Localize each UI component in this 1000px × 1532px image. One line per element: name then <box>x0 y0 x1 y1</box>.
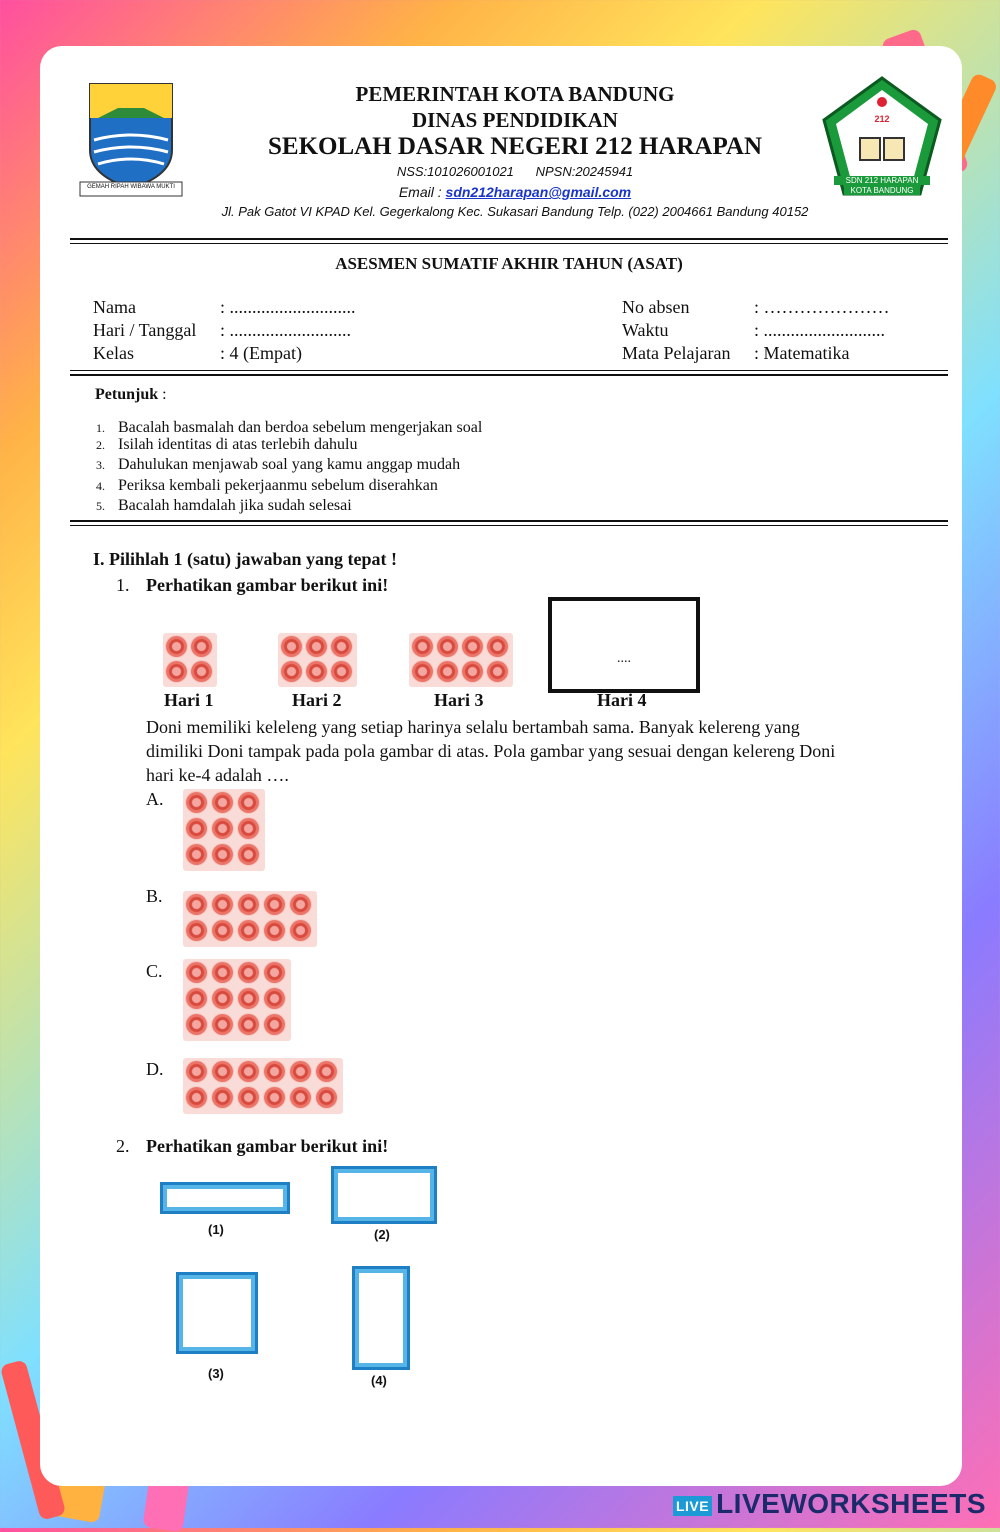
marble <box>331 661 352 682</box>
instruction-item: 2. Isilah identitas di atas terlebih dahulu <box>96 435 358 453</box>
marble <box>290 920 311 941</box>
day-label-1: Hari 1 <box>164 690 214 710</box>
marble <box>264 988 285 1009</box>
marble <box>462 636 483 657</box>
liveworksheets-watermark[interactable] <box>673 1488 986 1520</box>
school-logo-text2: KOTA BANDUNG <box>844 186 920 195</box>
marble <box>462 661 483 682</box>
day-label-4: Hari 4 <box>597 690 647 710</box>
divider-mid-1 <box>70 370 948 371</box>
school-logo <box>820 76 944 200</box>
section-heading: I. Pilihlah 1 (satu) jawaban yang tepat ! <box>93 549 398 569</box>
marble <box>212 988 233 1009</box>
instruction-item: 1. Bacalah basmalah dan berdoa sebelum mengerjakan soal <box>96 419 483 436</box>
instructions-heading-text: Petunjuk <box>95 386 159 403</box>
marble <box>487 661 508 682</box>
absen-value[interactable]: : ………………… <box>754 297 890 317</box>
divider-bottom-2 <box>70 525 948 526</box>
marble <box>281 661 302 682</box>
marble <box>212 1014 233 1035</box>
marble <box>264 894 285 915</box>
marble <box>212 962 233 983</box>
instruction-item: 4. Periksa kembali pekerjaanmu sebelum diserahkan <box>96 476 438 494</box>
marble <box>212 920 233 941</box>
instruction-item: 3. Dahulukan menjawab soal yang kamu anggap mudah <box>96 456 461 473</box>
marble <box>186 844 207 865</box>
npsn: NPSN:20245941 <box>535 164 634 179</box>
marble <box>437 636 458 657</box>
mapel-value: : Matematika <box>754 343 850 363</box>
marble <box>186 818 207 839</box>
marble <box>238 1087 259 1108</box>
marble <box>191 661 212 682</box>
marble <box>437 661 458 682</box>
marble <box>238 1014 259 1035</box>
nama-value[interactable]: : ............................ <box>220 297 356 317</box>
marble <box>306 661 327 682</box>
marble <box>264 962 285 983</box>
marble <box>212 1087 233 1108</box>
marble <box>191 636 212 657</box>
hari-label: Hari / Tanggal <box>93 320 197 340</box>
marble <box>264 1061 285 1082</box>
waktu-value[interactable]: : ........................... <box>754 320 886 340</box>
day4-placeholder: .... <box>617 651 631 666</box>
q1-option-d-label[interactable]: D. <box>146 1059 164 1079</box>
rectangle-shape-4 <box>352 1266 410 1370</box>
marble <box>186 920 207 941</box>
q1-option-b-label[interactable]: B. <box>146 886 163 906</box>
waktu-label: Waktu <box>622 320 669 340</box>
q1-option-c-label[interactable]: C. <box>146 961 163 981</box>
marble <box>264 1087 285 1108</box>
marble <box>212 844 233 865</box>
divider-top-1 <box>70 238 948 240</box>
kelas-label: Kelas <box>93 343 134 363</box>
square-shape-3 <box>176 1272 258 1354</box>
logo-motto: GEMAH RIPAH WIBAWA MUKTI <box>87 184 175 190</box>
q1-option-a-label[interactable]: A. <box>146 789 164 809</box>
marble <box>290 1061 311 1082</box>
q2-number: 2. <box>116 1136 130 1156</box>
liveworksheets-badge: LIVE <box>673 1496 712 1516</box>
marble <box>238 894 259 915</box>
marble <box>238 844 259 865</box>
marble <box>331 636 352 657</box>
marble <box>212 1061 233 1082</box>
marble <box>281 636 302 657</box>
absen-label: No absen <box>622 297 690 317</box>
day-label-3: Hari 3 <box>434 690 484 710</box>
rectangle-shape-2 <box>331 1166 437 1224</box>
school-name: SEKOLAH DASAR NEGERI 212 HARAPAN <box>267 133 763 160</box>
header-line1: PEMERINTAH KOTA BANDUNG <box>355 82 675 106</box>
school-logo-text1: SDN 212 HARAPAN <box>834 176 930 185</box>
marble <box>166 636 187 657</box>
marble <box>186 792 207 813</box>
q2-title: Perhatikan gambar berikut ini! <box>146 1136 389 1156</box>
marble <box>186 1061 207 1082</box>
marble <box>238 920 259 941</box>
hari-value[interactable]: : ........................... <box>220 320 352 340</box>
email-link[interactable]: sdn212harapan@gmail.com <box>445 184 632 200</box>
day4-answer-box[interactable] <box>548 597 700 693</box>
nama-label: Nama <box>93 297 136 317</box>
header-line2: DINAS PENDIDIKAN <box>412 108 618 132</box>
instruction-item: 5. Bacalah hamdalah jika sudah selesai <box>96 497 352 514</box>
marble <box>238 988 259 1009</box>
q1-number: 1. <box>116 575 130 595</box>
q1-text: Doni memiliki keleleng yang setiap harinya selalu bertambah sama. Banyak kelereng yang dimiliki Doni tampak pada pola gambar di atas. Pola gambar yang sesuai dengan kelereng Doni hari ke-4 adalah …. <box>146 717 836 785</box>
shape-caption-2: (2) <box>374 1227 390 1242</box>
marble <box>166 661 187 682</box>
school-address: Jl. Pak Gatot VI KPAD Kel. Gegerkalong Kec. Sukasari Bandung Telp. (022) 2004661 Bandung 40152 <box>221 204 809 219</box>
marble <box>186 1087 207 1108</box>
shape-caption-4: (4) <box>371 1373 387 1388</box>
bandung-city-logo <box>78 80 184 200</box>
instructions-colon: : <box>158 386 167 403</box>
marble <box>290 894 311 915</box>
shape-caption-1: (1) <box>208 1222 224 1237</box>
marble <box>412 661 433 682</box>
marble <box>186 894 207 915</box>
marble <box>212 792 233 813</box>
school-logo-number: 212 <box>874 114 890 124</box>
marble <box>238 792 259 813</box>
kelas-value: : 4 (Empat) <box>220 343 302 363</box>
marble <box>487 636 508 657</box>
marble <box>186 988 207 1009</box>
marble <box>238 818 259 839</box>
marble <box>186 962 207 983</box>
divider-top-2 <box>70 243 948 244</box>
marble <box>316 1061 337 1082</box>
marble <box>264 920 285 941</box>
rectangle-shape-1 <box>160 1182 290 1214</box>
liveworksheets-text: LIVEWORKSHEETS <box>716 1488 986 1519</box>
marble <box>264 1014 285 1035</box>
marble <box>290 1087 311 1108</box>
divider-mid-2 <box>70 374 948 376</box>
marble <box>412 636 433 657</box>
marble <box>306 636 327 657</box>
shape-caption-3: (3) <box>208 1366 224 1381</box>
marble <box>212 818 233 839</box>
marble <box>316 1087 337 1108</box>
marble <box>238 1061 259 1082</box>
day-label-2: Hari 2 <box>292 690 342 710</box>
school-codes <box>200 164 830 179</box>
mapel-label: Mata Pelajaran <box>622 343 731 363</box>
marble <box>238 962 259 983</box>
instructions-heading <box>95 386 167 404</box>
divider-bottom-1 <box>70 520 948 522</box>
email-line <box>200 184 830 200</box>
instruction-list <box>96 418 482 517</box>
email-label: Email : <box>398 184 442 200</box>
q1-title: Perhatikan gambar berikut ini! <box>146 575 389 595</box>
exam-title: ASESMEN SUMATIF AKHIR TAHUN (ASAT) <box>335 254 683 273</box>
marble <box>186 1014 207 1035</box>
nss: NSS:101026001021 <box>396 164 514 179</box>
marble <box>212 894 233 915</box>
